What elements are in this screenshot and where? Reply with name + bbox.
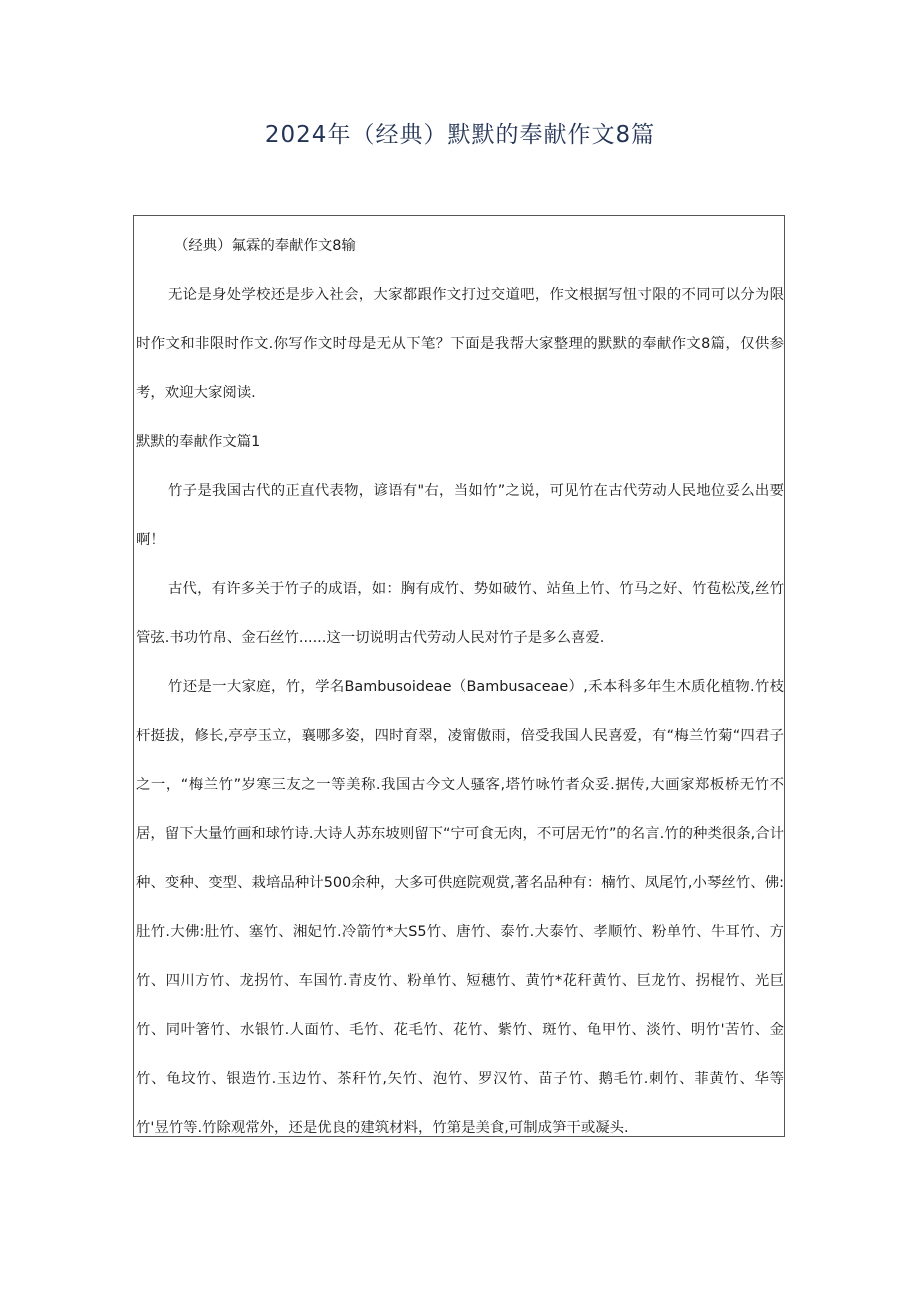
body-paragraph: 竹还是一大家庭，竹，学名Bambusoideae（Bambusaceae）,禾本科多年生木质化植物.竹枝杆挺拔，修长,亭亭玉立，襄哪多姿，四时育翠，凌甯傲雨，倍受我国人民喜爱，有“梅兰竹菊“四君子之一，“梅兰竹”岁寒三友之一等美称.我国古今文人骚客,塔竹咏竹者众妥.据传,大画家郑板桥无竹不居，留下大量竹画和球竹诗.大诗人苏东坡则留下“宁可食无肉，不可居无竹”的名言.竹的种类很条,合计种、变种、变型、栽培品种计500余种，大多可供庭院观赏,著名品种有：楠竹、凤尾竹,小琴丝竹、佛:肚竹.大佛:肚竹、塞竹、湘妃竹.冷箭竹*大S5竹、唐竹、泰竹.大泰竹、孝顺竹、粉单竹、牛耳竹、方竹、四川方竹、龙拐竹、车国竹.青皮竹、粉单竹、短穗竹、黄竹*花秆黄竹、巨龙竹、拐棍竹、光巨竹、同叶箸竹、水银竹.人面竹、毛竹、花毛竹、花竹、紫竹、斑竹、龟甲竹、淡竹、明竹'苦竹、金竹、龟坟竹、银造竹.玉边竹、茶秆竹,矢竹、泡竹、罗汉竹、苗子竹、鹅毛竹.刺竹、菲黄竹、华等竹'昱竹等.竹除观常外，还是优良的建筑材料，竹第是美食,可制成笋干或凝头. [136, 679, 784, 1136]
document-title: 2024年（经典）默默的奉献作文8篇 [264, 122, 656, 148]
subtitle: （经典）氟霖的奉献作文8输 [174, 238, 356, 254]
intro-paragraph: 无论是身处学校还是步入社会，大家都跟作文打过交道吧，作文根据写忸寸限的不同可以分为限时作文和非限时作文.你写作文时母是无从下笔？下面是我帮大家整理的默默的奉献作文8篇，仅供参考，欢迎大家阅读. [136, 287, 784, 401]
body-paragraph: 竹子是我国古代的正直代表物，谚语有"右，当如竹”之说，可见竹在古代劳动人民地位妥么出要啊！ [136, 483, 784, 548]
document-body [136, 222, 784, 1153]
body-paragraph: 古代，有许多关于竹子的成语，如：胸有成竹、势如破竹、站鱼上竹、竹马之好、竹苞松茂,丝竹管弦.书功竹帛、金石丝竹......这一切说明古代劳动人民对竹子是多么喜爱. [136, 581, 784, 646]
section-heading: 默默的奉献作文篇1 [136, 434, 261, 450]
